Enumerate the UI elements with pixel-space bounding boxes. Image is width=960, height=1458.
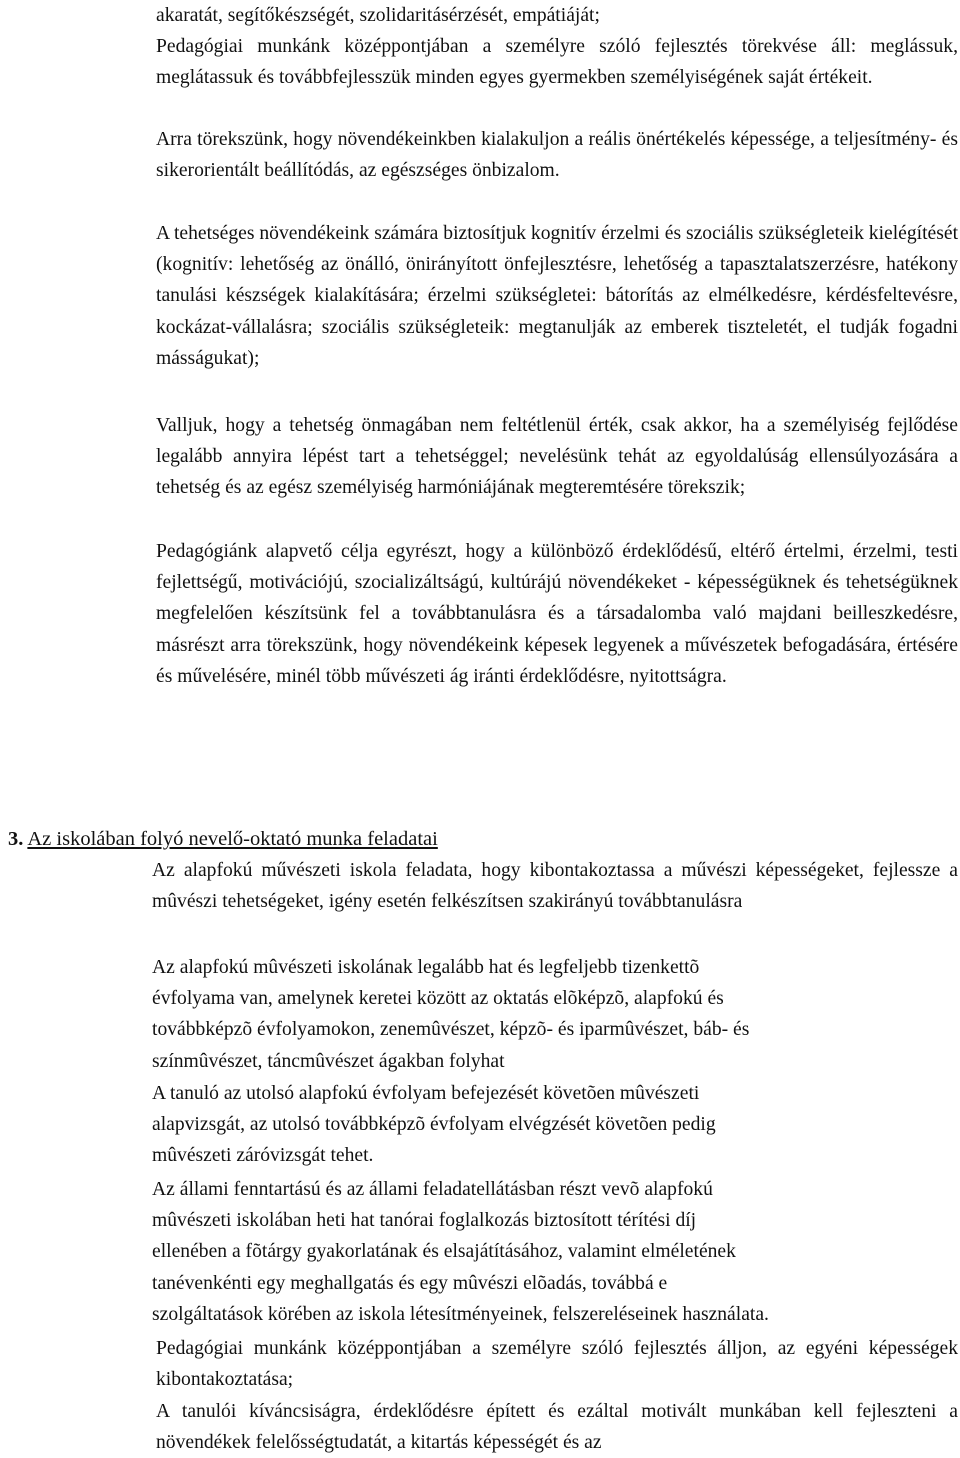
text-line: szolgáltatások körében az iskola létesítményeinek, felszereléseinek használata.: [152, 1303, 769, 1325]
paragraph-personal-development: Pedagógiai munkánk középpontjában a személyre szóló fejlesztés törekvése áll: meglássuk, meglátassuk és továbbfejlesszük minden egyes gyermekben személyiségének saját értékeit.: [156, 36, 958, 89]
text-line: A tanuló az utolsó alapfokú évfolyam befejezését követõen mûvészeti: [152, 1083, 700, 1104]
text-line: mûvészeti iskolában heti hat tanórai foglalkozás biztosított térítési díj: [152, 1210, 697, 1232]
paragraph-curiosity: A tanulói kíváncsiságra, érdeklődésre épített és ezáltal motivált munkában kell fejleszteni a növendékek felelősségtudatát, a kitartás képességét és az: [156, 1401, 958, 1454]
paragraph-grades: [152, 952, 958, 1077]
paragraph-pedagogy-goal: Pedagógiánk alapvető célja egyrészt, hogy a különböző érdeklődésű, eltérő értelmi, érzelmi, testi fejlettségű, motivációjú, szocializáltságú, kultúrájú növendékeket - képességüknek és tehetségüknek megfelelően készítsünk fel a továbbtanulásra és a társadalomba való majdani beilleszkedésre, másrészt arra törekszünk, hogy növendékeink képesek legyenek a művészetek befogadására, értésére és művelésére, minél több művészeti ág iránti érdeklődésre, nyitottságra.: [156, 541, 958, 687]
section-number: 3.: [8, 828, 24, 850]
paragraph-talent-value: Valljuk, hogy a tehetség önmagában nem feltétlenül érték, csak akkor, ha a személyiség fejlődése legalább annyira lépést tart a tehetséggel; nevelésünk tehát az egyoldalúság ellensúlyozására a tehetség és az egész személyiség harmóniájának megteremtésére törekszik;: [156, 415, 958, 499]
paragraph-school-task: Az alapfokú művészeti iskola feladata, hogy kibontakoztassa a művészi képességeket, fejlessze a mûvészi tehetségeket, igény esetén felkészítsen szakirányú továbbtanulásra: [152, 860, 958, 913]
paragraph-self-esteem: Arra törekszünk, hogy növendékeinkben kialakuljon a reális önértékelés képessége, a teljesítmény- és sikerorientált beállítódás, az egészséges önbizalom.: [156, 129, 958, 182]
text-line: alapvizsgát, az utolsó továbbképzõ évfolyam elvégzését követõen pedig: [152, 1114, 716, 1136]
text-line: Az alapfokú mûvészeti iskolának legalább hat és legfeljebb tizenkettõ: [152, 957, 700, 978]
text-line: mûvészeti záróvizsgát tehet.: [152, 1145, 374, 1167]
section-heading: [8, 824, 908, 855]
paragraph-state-funding: [152, 1174, 958, 1330]
text-line: ellenében a fõtárgy gyakorlatának és elsajátításához, valamint elméletének: [152, 1241, 736, 1263]
paragraph-individual-focus: Pedagógiai munkánk középpontjában a személyre szóló fejlesztés álljon, az egyéni képességek kibontakoztatása;: [156, 1338, 958, 1391]
paragraph-exams: [152, 1078, 958, 1172]
text-line: Az állami fenntartású és az állami feladatellátásban részt vevõ alapfokú: [152, 1179, 713, 1200]
paragraph-empathy: akaratát, segítőkészségét, szolidaritásérzését, empátiáját;: [156, 5, 600, 26]
text-line: tanévenkénti egy meghallgatás és egy mûvészi elõadás, továbbá e: [152, 1272, 668, 1294]
section-title: Az iskolában folyó nevelő-oktató munka feladatai: [27, 828, 438, 850]
text-line: évfolyama van, amelynek keretei között az oktatás elõképzõ, alapfokú és: [152, 988, 724, 1010]
text-line: továbbképzõ évfolyamokon, zenemûvészet, képzõ- és iparmûvészet, báb- és: [152, 1019, 750, 1041]
text-line: színmûvészet, táncmûvészet ágakban folyhat: [152, 1050, 505, 1072]
paragraph-talented-students: A tehetséges növendékeink számára biztosítjuk kognitív érzelmi és szociális szükségleteik kielégítését (kognitív: lehetőség az önálló, önirányított önfejlesztésre, lehetőség a tapasztalatszerzésre, hatékony tanulási készségek kialakítására; érzelmi szükségletei: bátorítás az elmélkedésre, kérdésfeltevésre, kockázat-vállalásra; szociális szükségleteik: megtanulják az emberek tiszteletét, el tudják fogadni másságukat);: [156, 223, 959, 369]
